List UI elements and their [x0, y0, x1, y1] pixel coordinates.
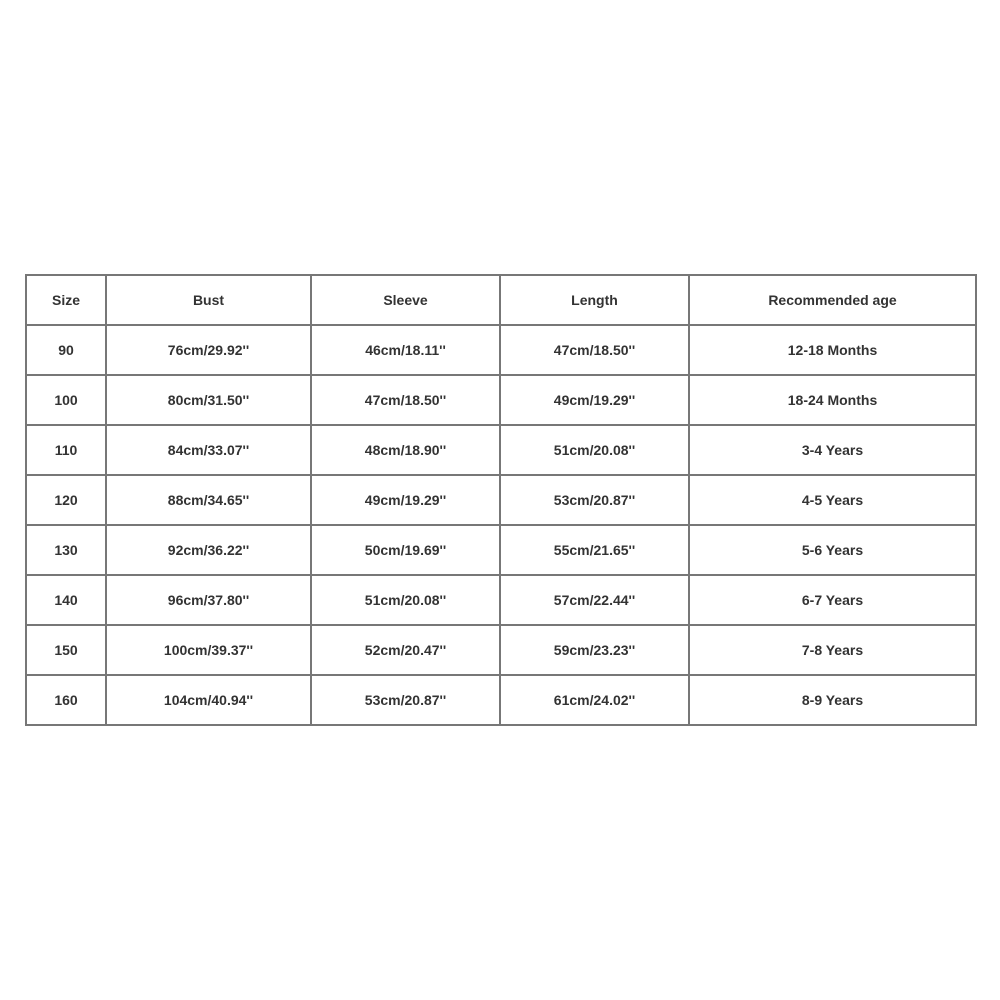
- table-row: [27, 576, 977, 626]
- header-length-label: Length: [571, 292, 618, 308]
- cell-recommended-age: 6-7 Years: [690, 576, 977, 626]
- header-recommended-age: [690, 276, 977, 326]
- size-chart-table: [25, 274, 977, 726]
- cell-length: 51cm/20.08'': [501, 426, 690, 476]
- cell-bust: 104cm/40.94'': [107, 676, 312, 726]
- header-row: [27, 276, 977, 326]
- cell-size: 120: [27, 476, 107, 526]
- cell-length: 55cm/21.65'': [501, 526, 690, 576]
- header-length: [501, 276, 690, 326]
- cell-size: 110: [27, 426, 107, 476]
- table-row: [27, 476, 977, 526]
- cell-size: 150: [27, 626, 107, 676]
- table-body: [27, 326, 977, 726]
- cell-recommended-age: 8-9 Years: [690, 676, 977, 726]
- cell-length: 59cm/23.23'': [501, 626, 690, 676]
- cell-length: 53cm/20.87'': [501, 476, 690, 526]
- cell-sleeve: 50cm/19.69'': [312, 526, 501, 576]
- cell-length: 49cm/19.29'': [501, 376, 690, 426]
- header-size: [27, 276, 107, 326]
- cell-bust: 96cm/37.80'': [107, 576, 312, 626]
- cell-recommended-age: 4-5 Years: [690, 476, 977, 526]
- cell-recommended-age: 3-4 Years: [690, 426, 977, 476]
- header-sleeve: [312, 276, 501, 326]
- table-row: [27, 676, 977, 726]
- cell-sleeve: 53cm/20.87'': [312, 676, 501, 726]
- cell-size: 140: [27, 576, 107, 626]
- cell-sleeve: 52cm/20.47'': [312, 626, 501, 676]
- cell-bust: 100cm/39.37'': [107, 626, 312, 676]
- cell-length: 57cm/22.44'': [501, 576, 690, 626]
- cell-length: 61cm/24.02'': [501, 676, 690, 726]
- header-bust: [107, 276, 312, 326]
- cell-size: 130: [27, 526, 107, 576]
- cell-sleeve: 49cm/19.29'': [312, 476, 501, 526]
- cell-bust: 88cm/34.65'': [107, 476, 312, 526]
- cell-size: 100: [27, 376, 107, 426]
- cell-bust: 92cm/36.22'': [107, 526, 312, 576]
- table-row: [27, 326, 977, 376]
- header-size-label: Size: [51, 292, 80, 308]
- header-sleeve-label: Sleeve: [383, 292, 428, 308]
- table-row: [27, 426, 977, 476]
- cell-size: 90: [27, 326, 107, 376]
- table-row: [27, 626, 977, 676]
- cell-bust: 76cm/29.92'': [107, 326, 312, 376]
- cell-sleeve: 47cm/18.50'': [312, 376, 501, 426]
- cell-length: 47cm/18.50'': [501, 326, 690, 376]
- header-recommended-age-label: Recommended age: [768, 292, 897, 308]
- table-row: [27, 376, 977, 426]
- cell-bust: 84cm/33.07'': [107, 426, 312, 476]
- cell-sleeve: 51cm/20.08'': [312, 576, 501, 626]
- cell-size: 160: [27, 676, 107, 726]
- cell-recommended-age: 18-24 Months: [690, 376, 977, 426]
- table-row: [27, 526, 977, 576]
- cell-recommended-age: 5-6 Years: [690, 526, 977, 576]
- header-bust-label: Bust: [192, 292, 225, 308]
- table-header: [27, 276, 977, 326]
- cell-sleeve: 46cm/18.11'': [312, 326, 501, 376]
- cell-sleeve: 48cm/18.90'': [312, 426, 501, 476]
- cell-recommended-age: 12-18 Months: [690, 326, 977, 376]
- cell-bust: 80cm/31.50'': [107, 376, 312, 426]
- cell-recommended-age: 7-8 Years: [690, 626, 977, 676]
